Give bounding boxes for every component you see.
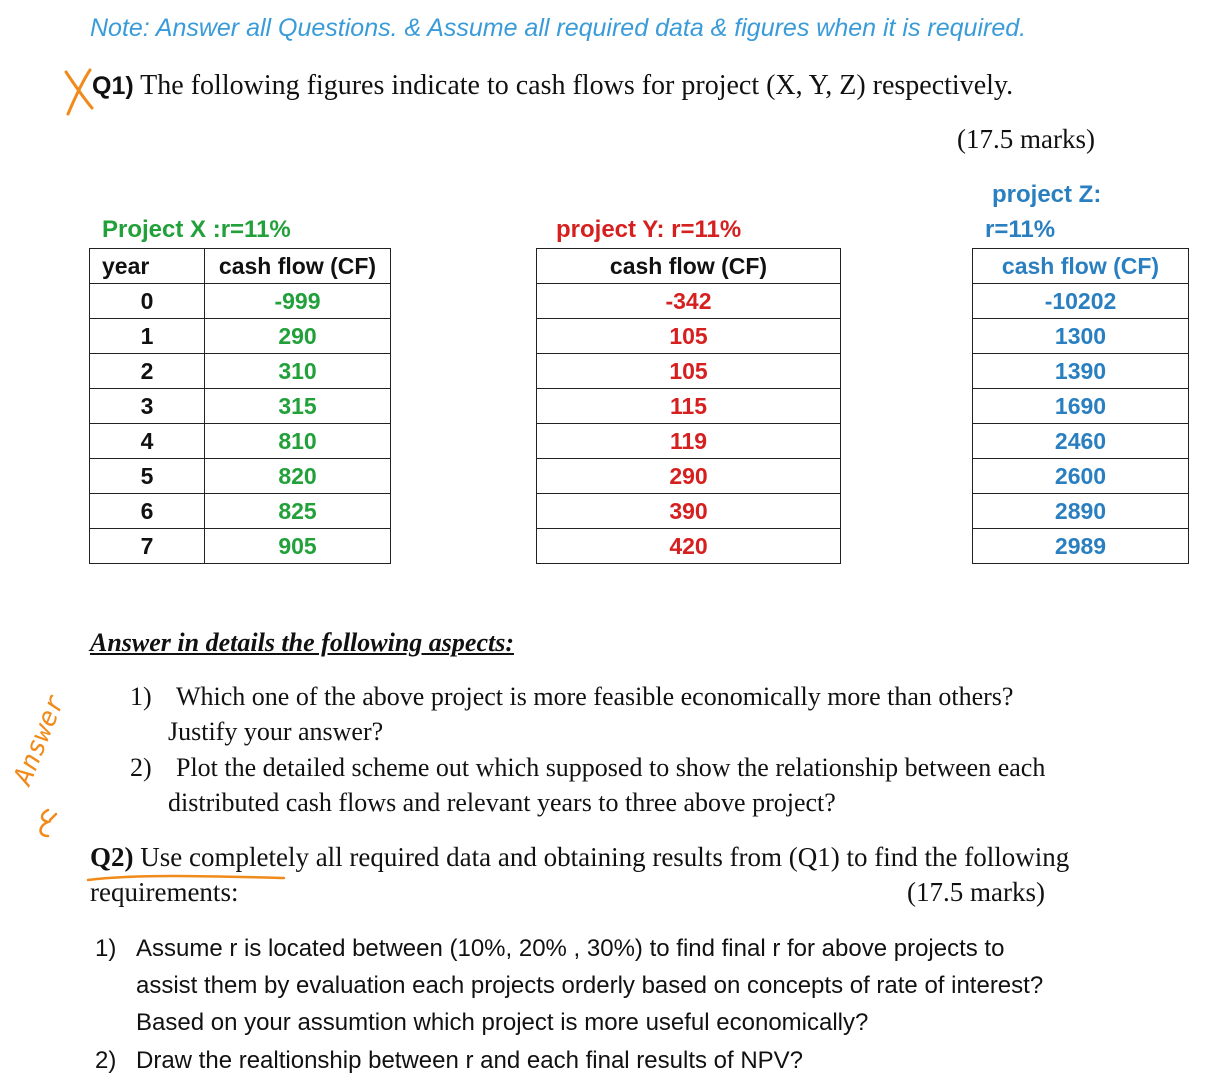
table-header-row (90, 249, 391, 284)
cash-flow-cell: 290 (205, 319, 391, 354)
cash-flow-cell: 115 (537, 389, 841, 424)
table-row (973, 284, 1189, 319)
cash-flow-cell: 119 (537, 424, 841, 459)
cash-flow-cell: 2460 (973, 424, 1189, 459)
project-y-label: project Y: r=11% (556, 216, 742, 243)
table-row (537, 459, 841, 494)
answer-heading: Answer in details the following aspects: (90, 628, 514, 657)
year-header: year (90, 249, 205, 284)
handwritten-answer-note: Answer (8, 690, 71, 790)
answer-item-1-line2: Justify your answer? (168, 717, 384, 746)
table-row (90, 494, 391, 529)
q2-item-1-line2: assist them by evaluation each projects orderly based on concepts of rate of interest? (136, 972, 1044, 999)
table-header-row (973, 249, 1189, 284)
answer-item-2-line2: distributed cash flows and relevant years to three above project? (168, 788, 836, 817)
q2-item-2-line1: Draw the realtionship between r and each final results of NPV? (136, 1047, 804, 1074)
year-cell: 3 (90, 389, 205, 424)
cash-flow-cell: 820 (205, 459, 391, 494)
cash-flow-cell: 315 (205, 389, 391, 424)
table-row (537, 319, 841, 354)
q1-marks: (17.5 marks) (957, 124, 1095, 154)
table-row (973, 354, 1189, 389)
table-row (973, 529, 1189, 564)
cash-flow-cell: 905 (205, 529, 391, 564)
q2-item-1-line3: Based on your assumtion which project is more useful economically? (136, 1009, 869, 1036)
answer-item-2-line1: Plot the detailed scheme out which supposed to show the relationship between each (176, 753, 1046, 782)
table-row (973, 389, 1189, 424)
cash-flow-cell: -10202 (973, 284, 1189, 319)
answer-item-2-num: 2) (130, 753, 152, 782)
cash-flow-cell: -999 (205, 284, 391, 319)
year-cell: 7 (90, 529, 205, 564)
project-x-table (89, 248, 391, 564)
q2-item-1-line1: Assume r is located between (10%, 20% , 30%) to find final r for above projects to (136, 935, 1005, 962)
year-cell: 4 (90, 424, 205, 459)
cash-flow-cell: 1390 (973, 354, 1189, 389)
cash-flow-cell: 1690 (973, 389, 1189, 424)
table-row (537, 354, 841, 389)
answer-item-1-num: 1) (130, 682, 152, 711)
table-row (90, 529, 391, 564)
cash-flow-header: cash flow (CF) (537, 249, 841, 284)
q1-label: Q1) (92, 72, 134, 100)
cash-flow-cell: 2989 (973, 529, 1189, 564)
table-row (537, 284, 841, 319)
table-row (537, 424, 841, 459)
handwritten-ampersand-mark (34, 806, 60, 840)
table-row (90, 459, 391, 494)
cash-flow-cell: 105 (537, 319, 841, 354)
table-row (973, 319, 1189, 354)
project-y-table (536, 248, 841, 564)
cash-flow-cell: 2600 (973, 459, 1189, 494)
table-row (973, 424, 1189, 459)
table-row (973, 494, 1189, 529)
answer-item-1-line1: Which one of the above project is more feasible economically more than others? (176, 682, 1014, 711)
q2-text: Use completely all required data and obtaining results from (Q1) to find the following (133, 842, 1070, 872)
year-cell: 0 (90, 284, 205, 319)
project-x-label: Project X :r=11% (102, 216, 291, 243)
cash-flow-cell: 290 (537, 459, 841, 494)
q2-line (90, 842, 1069, 873)
table-row (973, 459, 1189, 494)
table-row (90, 389, 391, 424)
q1-text: The following figures indicate to cash flows for project (X, Y, Z) respectively. (133, 70, 1014, 101)
table-row (537, 529, 841, 564)
year-cell: 6 (90, 494, 205, 529)
cash-flow-cell: 1300 (973, 319, 1189, 354)
table-row (90, 284, 391, 319)
cash-flow-header: cash flow (CF) (205, 249, 391, 284)
q2-marks: (17.5 marks) (907, 877, 1045, 907)
cash-flow-cell: 310 (205, 354, 391, 389)
q1-line (92, 70, 1013, 102)
year-cell: 1 (90, 319, 205, 354)
cash-flow-cell: 105 (537, 354, 841, 389)
project-z-label-line1: project Z: (992, 181, 1102, 208)
q2-label: Q2) (90, 842, 134, 872)
table-row (537, 389, 841, 424)
cash-flow-header: cash flow (CF) (973, 249, 1189, 284)
q2-text-line2: requirements: (90, 877, 239, 907)
cash-flow-cell: 390 (537, 494, 841, 529)
cash-flow-cell: 825 (205, 494, 391, 529)
table-header-row (537, 249, 841, 284)
project-z-table (972, 248, 1189, 564)
table-row (90, 319, 391, 354)
q2-item-2-num: 2) (95, 1047, 117, 1074)
cash-flow-cell: 2890 (973, 494, 1189, 529)
note-text: Note: Answer all Questions. & Assume all required data & figures when it is required. (90, 14, 1027, 42)
cash-flow-cell: 420 (537, 529, 841, 564)
table-row (90, 354, 391, 389)
handwritten-underline (86, 870, 286, 884)
q2-item-1-num: 1) (95, 935, 117, 962)
year-cell: 2 (90, 354, 205, 389)
project-z-label-line2: r=11% (985, 216, 1056, 243)
cash-flow-cell: 810 (205, 424, 391, 459)
table-row (90, 424, 391, 459)
cash-flow-cell: -342 (537, 284, 841, 319)
handwritten-x-mark (62, 66, 96, 118)
year-cell: 5 (90, 459, 205, 494)
table-row (537, 494, 841, 529)
